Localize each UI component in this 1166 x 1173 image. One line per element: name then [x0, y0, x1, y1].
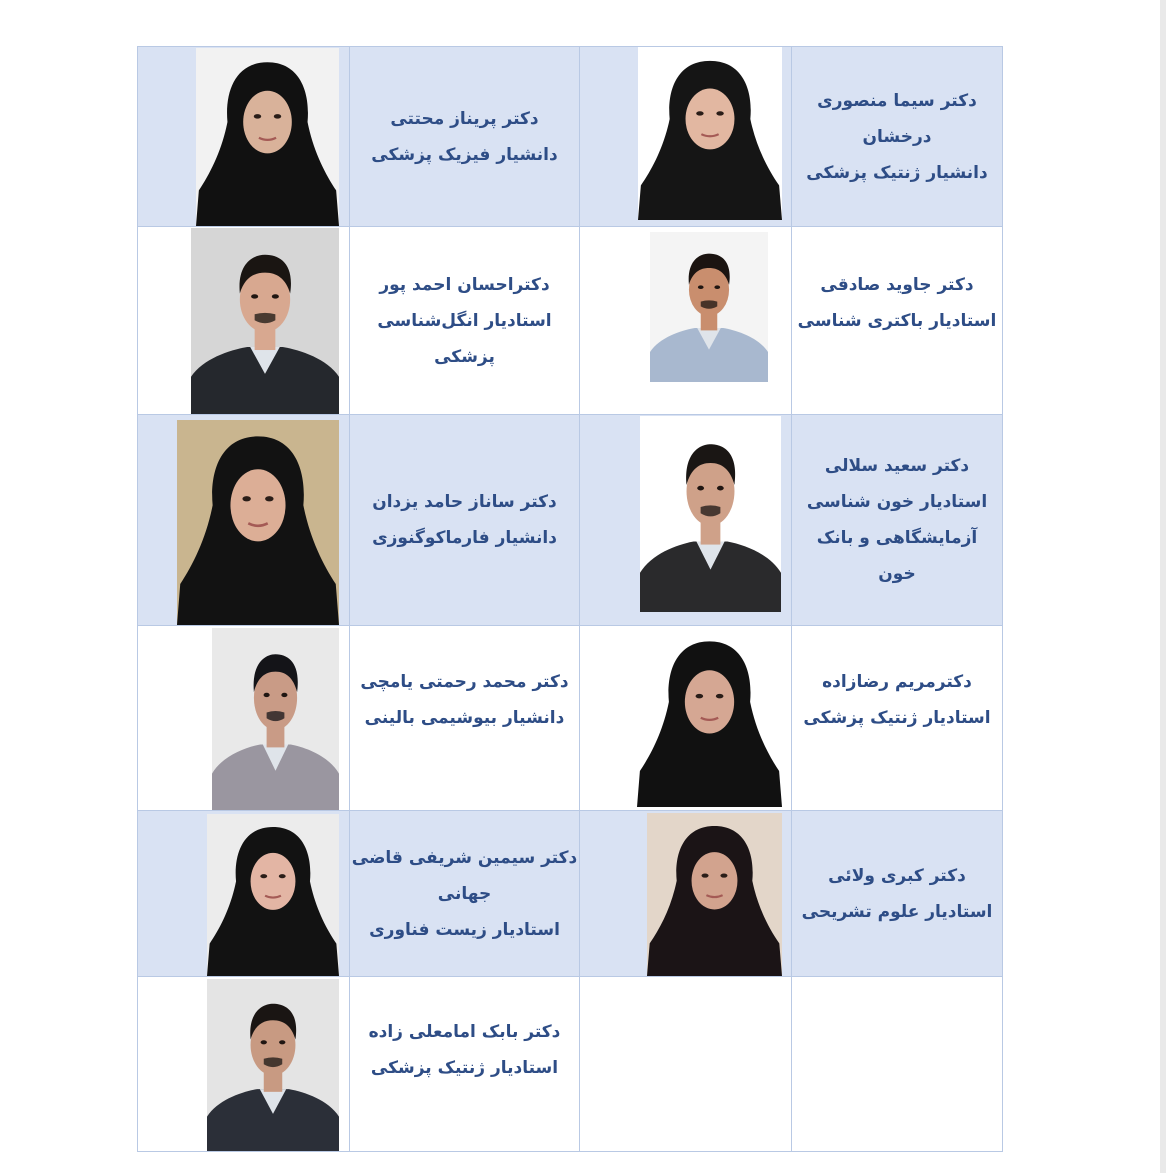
- faculty-title: استادیار علوم تشریحی: [801, 901, 993, 922]
- scrollbar-track[interactable]: [1160, 0, 1166, 1173]
- faculty-title: استادیار باکتری شناسی: [797, 311, 997, 331]
- beard-shape: [701, 300, 718, 308]
- portrait-silhouette: [647, 813, 782, 976]
- faculty-photo: [177, 420, 339, 625]
- table-row: [138, 227, 1003, 415]
- photo-cell: [138, 811, 350, 977]
- faculty-info-cell: [350, 626, 580, 811]
- faculty-photo: [637, 627, 782, 807]
- faculty-info-cell: [792, 626, 1003, 811]
- eye-left: [697, 486, 704, 491]
- faculty-name: درخشان: [862, 126, 932, 147]
- faculty-photo: [191, 228, 339, 414]
- eye-left: [696, 111, 703, 115]
- faculty-table: [137, 46, 1003, 1152]
- face-shape: [686, 89, 735, 150]
- photo-cell: [138, 977, 350, 1152]
- photo-cell: [138, 626, 350, 811]
- faculty-title: استادیار ژنتیک پزشکی: [370, 1058, 559, 1078]
- faculty-name: دکتر کبری ولائی: [828, 865, 966, 886]
- beard-shape: [255, 313, 276, 323]
- faculty-name: دکتراحسان احمد پور: [379, 274, 550, 295]
- eye-right: [281, 693, 287, 697]
- eye-right: [717, 486, 724, 491]
- faculty-name: دکتر ساناز حامد یزدان: [372, 492, 557, 512]
- faculty-photo: [640, 416, 781, 612]
- portrait-silhouette: [207, 979, 339, 1151]
- faculty-info-cell: [792, 415, 1003, 626]
- eye-left: [254, 114, 261, 119]
- portrait-silhouette: [650, 232, 768, 382]
- photo-cell: [580, 415, 792, 626]
- photo-cell: [138, 47, 350, 227]
- table-row: [138, 415, 1003, 626]
- faculty-title: دانشیار فیزیک پزشکی: [371, 144, 558, 165]
- eye-right: [272, 294, 279, 298]
- faculty-title: استادیار انگل‌شناسی: [377, 310, 552, 331]
- faculty-photo: [196, 48, 339, 226]
- eye-left: [242, 496, 250, 501]
- empty-cell: [580, 977, 792, 1152]
- photo-cell: [138, 227, 350, 415]
- eye-right: [714, 285, 720, 289]
- faculty-title: خون: [878, 564, 916, 584]
- faculty-photo: [638, 47, 782, 220]
- photo-cell: [580, 626, 792, 811]
- eye-right: [265, 496, 273, 501]
- faculty-title: دانشیار ژنتیک پزشکی: [806, 162, 988, 183]
- eye-right: [720, 874, 727, 878]
- eye-left: [264, 693, 270, 697]
- faculty-title: استادیار زیست فناوری: [369, 919, 560, 940]
- eye-right: [279, 1040, 285, 1044]
- faculty-name: دکتر پریناز محتتی: [390, 108, 539, 129]
- faculty-photo: [647, 813, 782, 976]
- faculty-info-cell: [792, 811, 1003, 977]
- portrait-silhouette: [177, 420, 339, 625]
- faculty-info-cell: [792, 47, 1003, 227]
- face-shape: [251, 853, 296, 910]
- face-shape: [692, 852, 738, 909]
- faculty-info-cell: [350, 47, 580, 227]
- eye-left: [260, 874, 267, 878]
- faculty-name: دکتر محمد رحمتی یامچی: [360, 672, 569, 692]
- faculty-title: آزمایشگاهی و بانک: [816, 528, 978, 548]
- faculty-title: دانشیار فارماکوگنوزی: [372, 528, 557, 548]
- faculty-title: استادیار خون شناسی: [806, 492, 988, 512]
- eye-left: [702, 874, 709, 878]
- eye-right: [716, 111, 723, 115]
- faculty-name: جهانی: [437, 883, 492, 904]
- face-shape: [243, 91, 292, 154]
- faculty-photo: [207, 814, 339, 976]
- faculty-name: دکتر بابک امامعلی زاده: [368, 1022, 561, 1042]
- beard-shape: [701, 505, 721, 516]
- faculty-name: دکتر جاوید صادقی: [820, 275, 974, 295]
- faculty-name: دکترمریم رضازاده: [822, 672, 972, 692]
- eye-left: [251, 294, 258, 298]
- faculty-info-cell: [350, 227, 580, 415]
- faculty-info-cell: [350, 977, 580, 1152]
- eye-left: [698, 285, 704, 289]
- portrait-silhouette: [196, 48, 339, 226]
- table-row: [138, 626, 1003, 811]
- portrait-silhouette: [191, 228, 339, 414]
- faculty-title: پزشکی: [434, 346, 495, 367]
- beard-shape: [264, 1057, 282, 1067]
- faculty-name: دکتر سعید سلالی: [824, 456, 970, 476]
- table-row: [138, 977, 1003, 1152]
- face-shape: [230, 469, 285, 541]
- eye-left: [696, 694, 704, 699]
- eye-right: [274, 114, 281, 119]
- photo-cell: [580, 227, 792, 415]
- photo-cell: [138, 415, 350, 626]
- portrait-silhouette: [212, 628, 339, 810]
- portrait-silhouette: [640, 416, 781, 612]
- faculty-name: دکتر سیما منصوری: [817, 90, 977, 111]
- table-row: [138, 47, 1003, 227]
- portrait-silhouette: [207, 814, 339, 976]
- faculty-photo: [212, 628, 339, 810]
- empty-cell: [792, 977, 1003, 1152]
- photo-cell: [580, 811, 792, 977]
- faculty-info-cell: [350, 415, 580, 626]
- eye-right: [279, 874, 286, 878]
- faculty-info-cell: [792, 227, 1003, 415]
- faculty-photo: [650, 232, 768, 382]
- eye-right: [716, 694, 724, 699]
- beard-shape: [267, 711, 285, 721]
- faculty-name: دکتر سیمین شریفی قاضی: [351, 847, 578, 868]
- faculty-title: استادیار ژنتیک پزشکی: [803, 708, 991, 728]
- portrait-silhouette: [637, 627, 782, 807]
- faculty-title: دانشیار بیوشیمی بالینی: [364, 708, 565, 728]
- portrait-silhouette: [638, 47, 782, 220]
- faculty-info-cell: [350, 811, 580, 977]
- face-shape: [685, 670, 734, 733]
- photo-cell: [580, 47, 792, 227]
- faculty-photo: [207, 979, 339, 1151]
- eye-left: [261, 1040, 267, 1044]
- table-row: [138, 811, 1003, 977]
